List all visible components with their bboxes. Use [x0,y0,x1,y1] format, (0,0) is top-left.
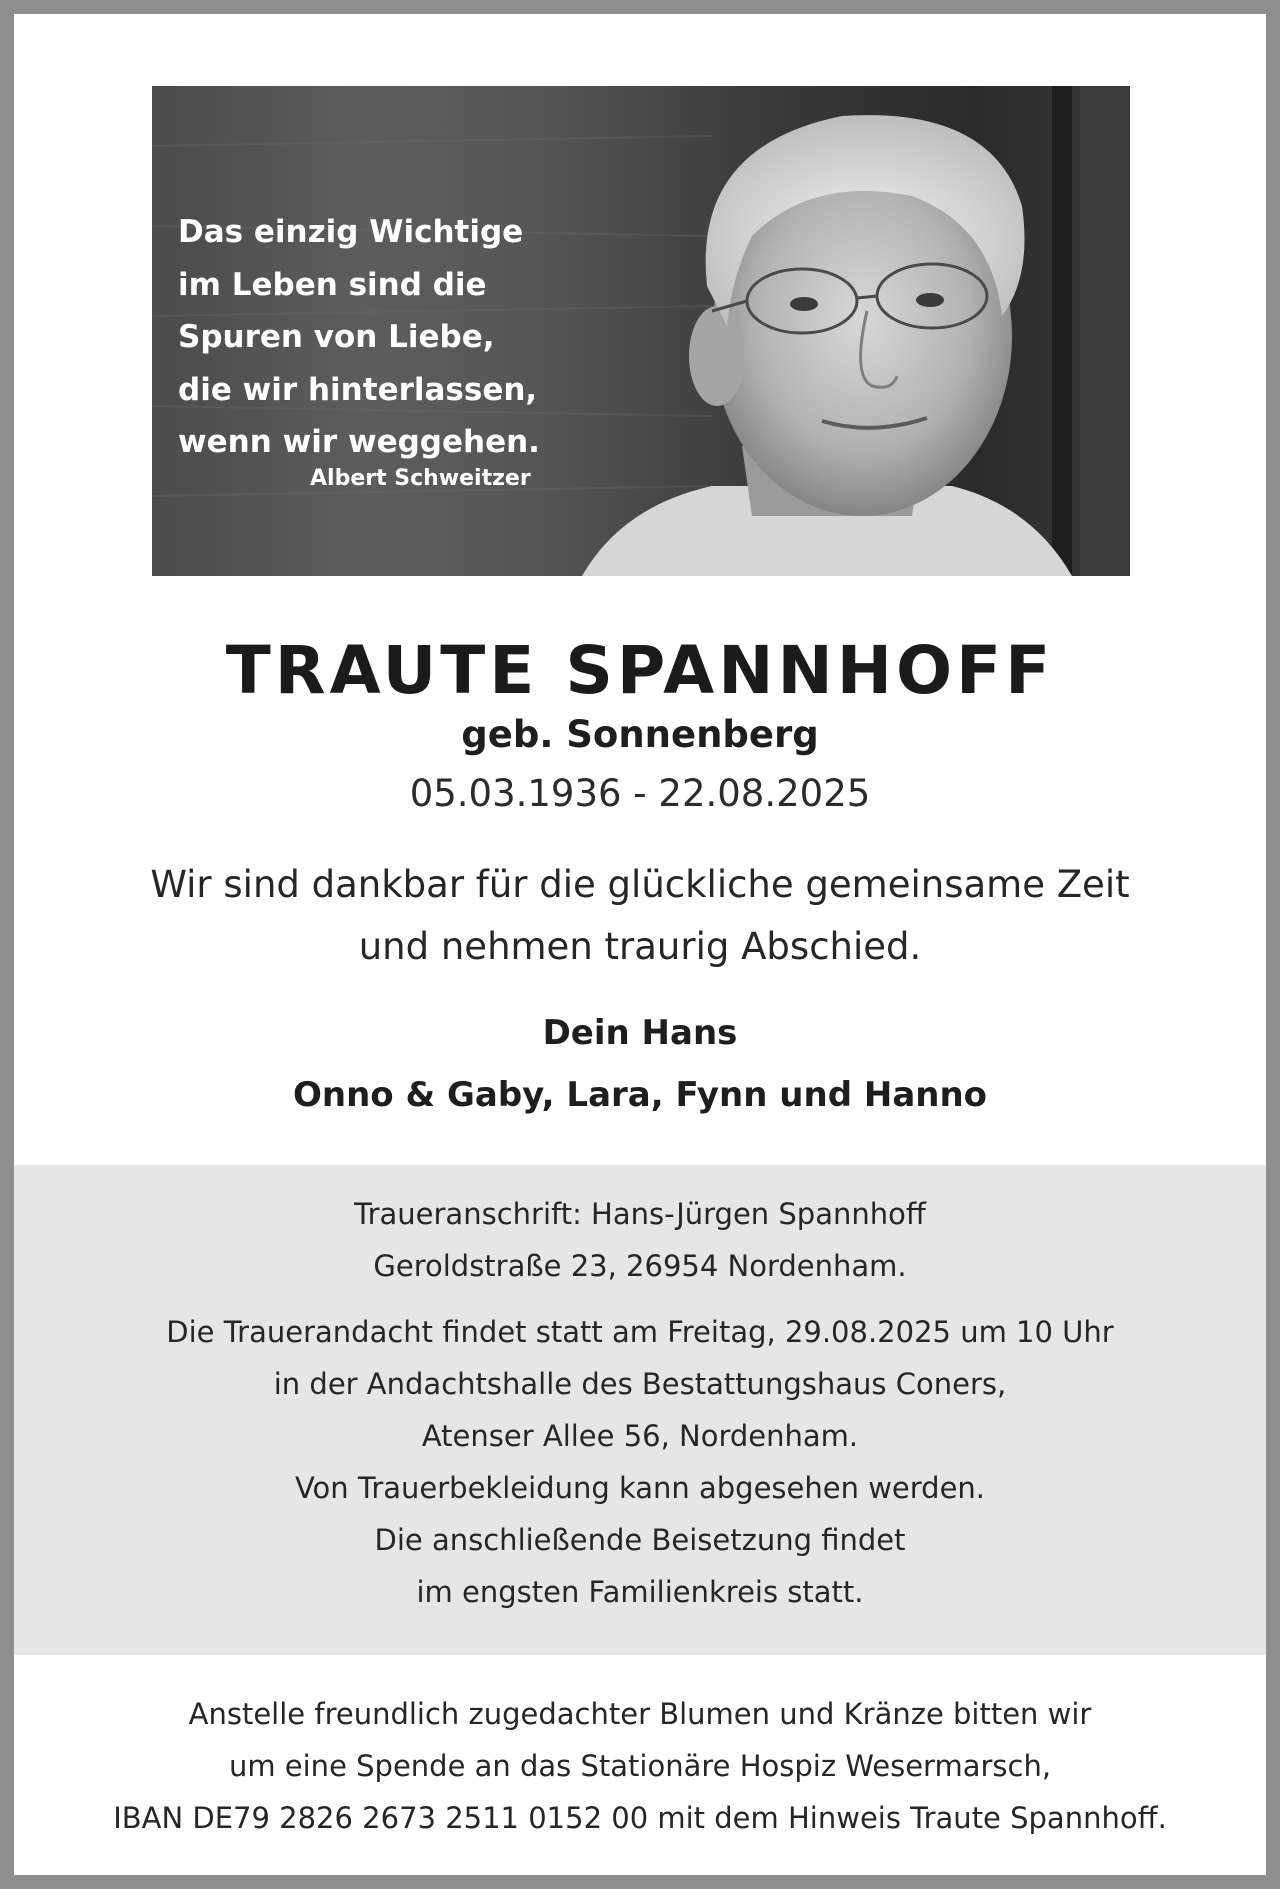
thanks-message [14,854,1266,978]
mourning-address [14,1188,1266,1292]
service-line: in der Andachtshalle des Bestattungshaus Coners, [273,1367,1007,1401]
service-line: im engsten Familienkreis statt. [416,1575,864,1609]
deceased-name: TRAUTE SPANNHOFF [225,632,1055,709]
quote-line: wenn wir weggehen. [178,424,540,460]
quote-author: Albert Schweitzer [310,466,531,491]
thanks-line: und nehmen traurig Abschied. [358,925,922,968]
donation-line: Anstelle freundlich zugedachter Blumen und Kränze bitten wir [188,1697,1092,1731]
quote-line: im Leben sind die [178,266,487,303]
life-dates: 05.03.1936 - 22.08.2025 [409,772,871,815]
service-details [14,1306,1266,1618]
quote-text [178,206,598,469]
address-line: Geroldstraße 23, 26954 Nordenham. [373,1249,907,1283]
donation-request [14,1688,1266,1844]
thanks-line: Wir sind dankbar für die glückliche gemeinsame Zeit [150,863,1130,906]
quote-line: Spuren von Liebe, [178,319,495,355]
family-line: Onno & Gaby, Lara, Fynn und Hanno [292,1075,988,1115]
service-line: Atenser Allee 56, Nordenham. [421,1419,859,1453]
service-line: Von Trauerbekleidung kann abgesehen werden. [294,1471,986,1505]
maiden-name: geb. Sonnenberg [461,713,819,756]
family-signature [14,1002,1266,1126]
service-line: Die Trauerandacht findet statt am Freitag, 29.08.2025 um 10 Uhr [166,1315,1114,1349]
address-line: Traueranschrift: Hans-Jürgen Spannhoff [354,1197,926,1231]
service-line: Die anschließende Beisetzung findet [374,1523,906,1557]
donation-line: IBAN DE79 2826 2673 2511 0152 00 mit dem Hinweis Traute Spannhoff. [113,1801,1167,1835]
quote-line: Das einzig Wichtige [178,214,524,250]
quote-line: die wir hinterlassen, [178,371,538,408]
donation-line: um eine Spende an das Stationäre Hospiz Wesermarsch, [228,1749,1052,1783]
family-line: Dein Hans [542,1013,738,1053]
